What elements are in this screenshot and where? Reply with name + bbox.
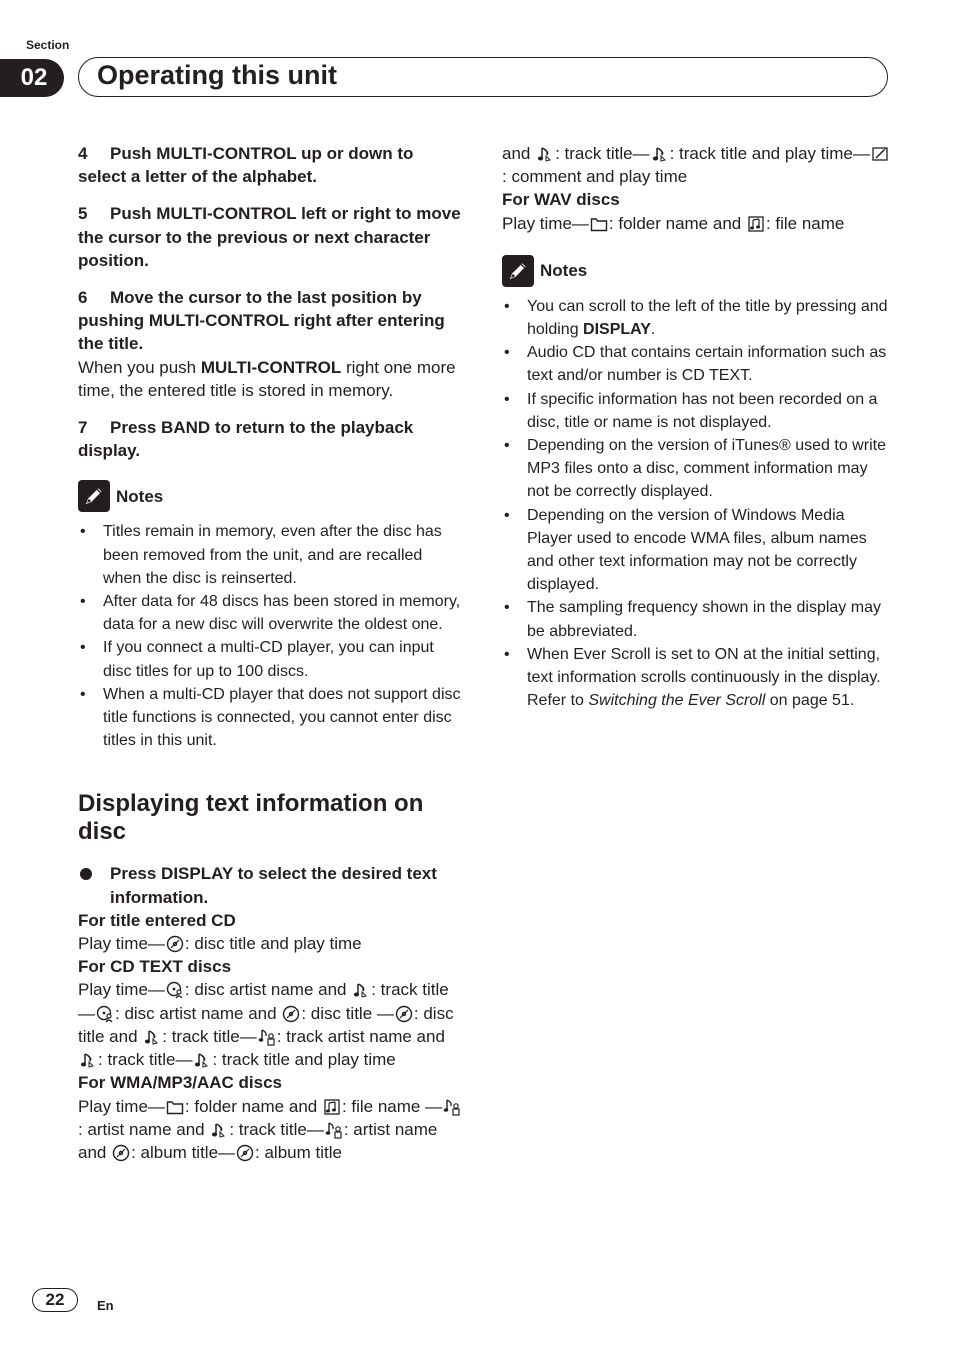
note-item: • Titles remain in memory, even after the disc has been removed from the unit, and are recalled when the disc is reinserted.	[78, 520, 463, 590]
disc-icon	[395, 1005, 413, 1023]
step-6-body: When you push MULTI-CONTROL right one more time, the entered title is stored in memory.	[78, 357, 456, 400]
file-icon	[323, 1098, 341, 1116]
cd-text-label: For CD TEXT discs	[78, 957, 232, 977]
display-step: Press DISPLAY to select the desired text information.	[78, 862, 463, 908]
track-note-icon	[143, 1028, 161, 1046]
step-7: 7 Press BAND to return to the playback display.	[78, 418, 414, 461]
notes-header	[78, 480, 463, 512]
page-title: Operating this unit	[97, 60, 337, 90]
note-item: • The sampling frequency shown in the display may be abbreviated.	[502, 596, 892, 642]
track-note-icon	[193, 1051, 211, 1069]
comment-icon	[871, 145, 889, 163]
note-item: • When Ever Scroll is set to ON at the initial setting, text information scrolls continuously in the display. Refer to Switching the Ever Scroll on page 51.	[502, 643, 892, 713]
section-number-badge: 02	[0, 59, 64, 97]
disc-icon	[112, 1144, 130, 1162]
notes-header	[502, 255, 892, 287]
track-artist-icon	[258, 1028, 276, 1046]
track-note-icon	[651, 145, 669, 163]
wma-text: Play time— : folder name and : file name —: artist name and : track title— : artist name and : album title— : album title	[78, 1095, 463, 1165]
note-item: • After data for 48 discs has been stored in memory, data for a new disc will overwrite the oldest one.	[78, 590, 463, 636]
wma-label: For WMA/MP3/AAC discs	[78, 1073, 283, 1093]
note-item: • If specific information has not been recorded on a disc, title or name is not displayed.	[502, 388, 892, 434]
section-heading: Displaying text information on disc	[78, 790, 424, 846]
note-item: • Depending on the version of Windows Media Player used to encode WMA files, album names and other text information may not be correctly displayed.	[502, 504, 892, 597]
note-item: • Depending on the version of iTunes® used to write MP3 files onto a disc, comment information may not be correctly displayed.	[502, 434, 892, 504]
notes-title: Notes	[540, 261, 588, 281]
notes-list	[78, 520, 463, 752]
cd-title-text: Play time— : disc title and play time	[78, 934, 362, 954]
track-note-icon	[536, 145, 554, 163]
notes-pencil-icon	[502, 255, 534, 287]
step-5: 5 Push MULTI-CONTROL left or right to move the cursor to the previous or next character position.	[78, 204, 461, 270]
step-6: 6 Move the cursor to the last position by pushing MULTI-CONTROL right after entering the title.	[78, 288, 445, 354]
step-4: 4 Push MULTI-CONTROL up or down to select a letter of the alphabet.	[78, 144, 414, 187]
wav-text: Play time— : folder name and : file name	[502, 213, 845, 233]
track-note-icon	[352, 981, 370, 999]
folder-icon	[166, 1098, 184, 1116]
artist-disc-icon	[96, 1005, 114, 1023]
bullet-dot-icon	[80, 868, 92, 880]
note-item: • You can scroll to the left of the title by pressing and holding DISPLAY.	[502, 295, 892, 341]
cd-title-label: For title entered CD	[78, 910, 236, 930]
track-note-icon	[210, 1121, 228, 1139]
notes-title: Notes	[116, 486, 164, 506]
left-column	[78, 142, 463, 1164]
wma-continued-text: and : track title— : track title and play time—: comment and play time	[502, 142, 892, 188]
title-bar	[78, 57, 888, 97]
track-artist-icon	[325, 1121, 343, 1139]
track-note-icon	[79, 1051, 97, 1069]
page-number: 22	[32, 1288, 78, 1312]
right-column	[502, 142, 892, 712]
note-item: • Audio CD that contains certain information such as text and/or number is CD TEXT.	[502, 341, 892, 387]
artist-disc-icon	[166, 981, 184, 999]
disc-icon	[282, 1005, 300, 1023]
track-artist-icon	[443, 1098, 461, 1116]
disc-icon	[166, 935, 184, 953]
note-item: • If you connect a multi-CD player, you can input disc titles for up to 100 discs.	[78, 636, 463, 682]
section-label: Section	[26, 38, 70, 52]
disc-icon	[236, 1144, 254, 1162]
notes-pencil-icon	[78, 480, 110, 512]
notes-list	[502, 295, 892, 713]
file-icon	[747, 215, 765, 233]
note-item: • When a multi-CD player that does not support disc title functions is connected, you cannot enter disc titles in this unit.	[78, 683, 463, 753]
language-label: En	[97, 1298, 114, 1313]
cd-text-text: Play time— : disc artist name and : track title— : disc artist name and : disc title — : disc title and : track title— : track artist name and : track title— : track title and play time	[78, 980, 454, 1070]
wav-label: For WAV discs	[502, 190, 620, 210]
folder-icon	[590, 215, 608, 233]
